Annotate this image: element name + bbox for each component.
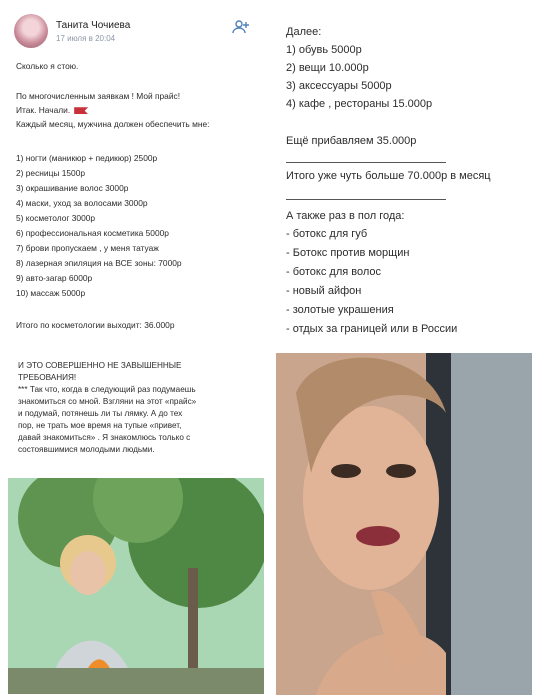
post-line-2: Итак. Начали. [16,104,88,116]
list-item: - Ботокс против морщин [286,247,410,259]
list-item: - новый айфон [286,285,362,297]
prices-heading: Далее: [286,26,322,38]
warning-line: И ЭТО СОВЕРШЕННО НЕ ЗАВЫШЕННЫЕ [18,361,182,370]
list-item: 2) вещи 10.000р [286,62,369,74]
person-plus-icon [232,20,250,34]
list-item: - ботокс для волос [286,266,382,278]
warning-line: *** Так что, когда в следующий раз подумаешь [18,385,196,394]
warning-line: пор, не трать мое время на тупые «привет, [18,421,182,430]
post-intro: Сколько я стою. [16,61,79,71]
author-name[interactable]: Танита Чочиева [56,20,131,31]
divider [286,162,446,163]
post-line-3: Каждый месяц, мужчина должен обеспечить мне: [16,119,210,129]
photo-woman-portrait [276,353,532,695]
list-item: 8) лазерная эпиляция на ВСЕ зоны: 7000р [16,258,182,268]
portrait-illustration [276,353,532,695]
post-panel [8,6,266,346]
list-item: 3) окрашивание волос 3000р [16,183,129,193]
add-line: Ещё прибавляем 35.000р [286,135,417,147]
bottom-left-panel [8,354,266,696]
post-date[interactable]: 17 июля в 20:04 [56,34,116,43]
list-item: 9) авто-загар 6000р [16,273,93,283]
total-line: Итого уже чуть больше 70.000р в месяц [286,170,491,182]
list-item: 2) ресницы 1500р [16,168,86,178]
prices-panel [280,6,532,346]
post-line-1: По многочисленным заявкам ! Мой прайс! [16,91,181,101]
divider [286,199,446,200]
list-item: - золотые украшения [286,304,394,316]
list-item: - ботокс для губ [286,228,368,240]
add-friend-button[interactable] [232,20,250,37]
avatar[interactable] [14,14,48,48]
list-item: 5) косметолог 3000р [16,213,96,223]
warning-line: ТРЕБОВАНИЯ! [18,373,77,382]
list-item: 1) обувь 5000р [286,44,362,56]
twice-heading: А также раз в пол года: [286,210,405,222]
flag-icon [74,107,88,114]
photo-illustration [8,478,264,694]
list-item: 4) маски, уход за волосами 3000р [16,198,148,208]
list-item: 6) профессиональная косметика 5000р [16,228,169,238]
list-item: 3) аксессуары 5000р [286,80,392,92]
list-item: 1) ногти (маникюр + педикюр) 2500р [16,153,158,163]
warning-line: состоявшимися молодыми людьми. [18,445,155,454]
list-item: 4) кафе , рестораны 15.000р [286,98,433,110]
list-item: - отдых за границей или в России [286,323,458,335]
photo-woman-outdoors [8,478,264,694]
list-item: 10) массаж 5000р [16,288,86,298]
warning-line: давай знакомиться» . Я знакомлюсь только с [18,433,191,442]
warning-line: и подумай, потянешь ли ты лямку. А до тех [18,409,183,418]
list-item: 7) брови пропускаем , у меня татуаж [16,243,159,253]
post-total: Итого по косметологии выходит: 36.000р [16,320,175,330]
warning-line: знакомиться со мной. Взгляни на этот «прайс» [18,397,197,406]
